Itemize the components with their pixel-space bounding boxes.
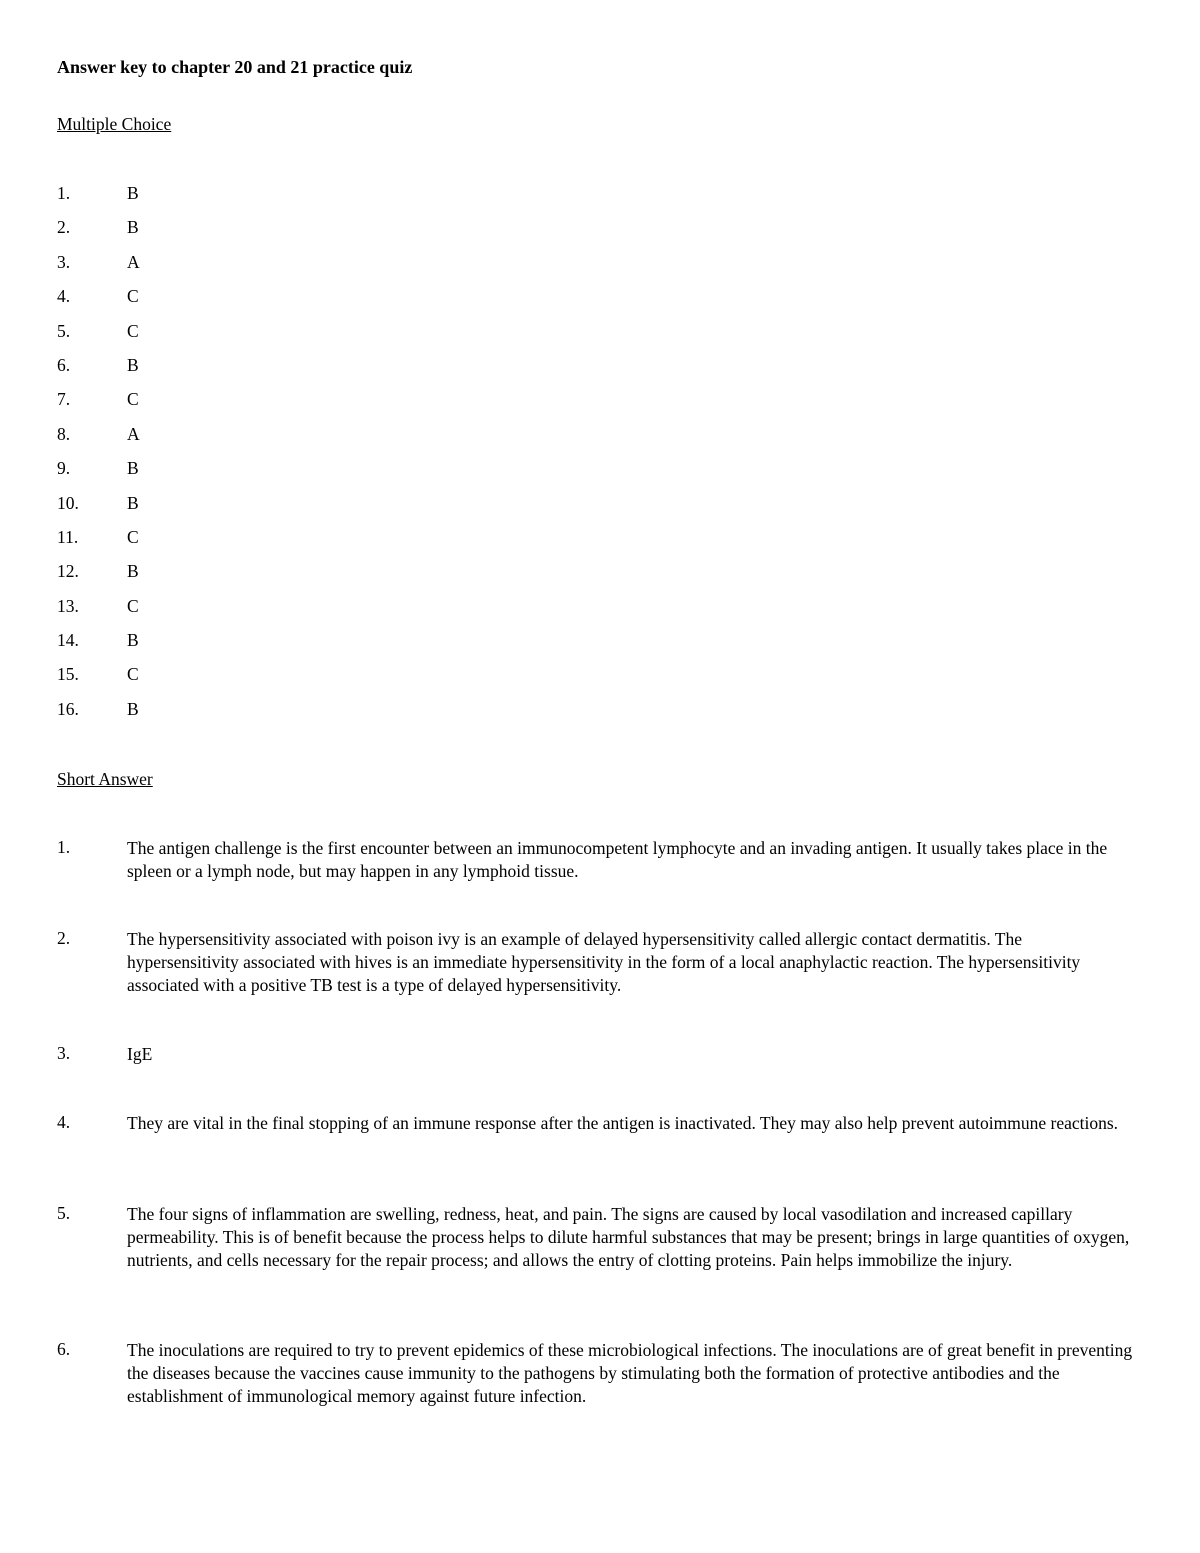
item-number: 6. xyxy=(57,1339,71,1359)
item-number: 10. xyxy=(57,492,79,513)
item-answer: B xyxy=(127,183,139,203)
multiple-choice-heading: Multiple Choice xyxy=(57,114,172,134)
item-number: 5. xyxy=(57,1203,71,1223)
item-answer: B xyxy=(127,561,139,582)
item-number: 11. xyxy=(57,526,79,547)
item-number: 13. xyxy=(57,595,79,616)
document-title: Answer key to chapter 20 and 21 practice quiz xyxy=(57,57,413,77)
item-number: 15. xyxy=(57,664,79,685)
item-number: 5. xyxy=(57,320,71,341)
item-answer-text: The antigen challenge is the first encounter between an immunocompetent lymphocyte and an invading antigen. It usually takes place in the spleen or a lymph node, but may happen in any lymphoid tissue. xyxy=(127,838,1108,882)
item-answer-text: The hypersensitivity associated with poison ivy is an example of delayed hypersensitivity called allergic contact dermatitis. The hypersensitivity associated with hives is an immediate hypersensitivity in the form of a local anaphylactic reaction. The hypersensitivity associated with a positive TB test is a type of delayed hypersensitivity. xyxy=(127,929,1081,996)
item-number: 16. xyxy=(57,698,79,719)
item-number: 3. xyxy=(57,251,71,272)
item-answer-text: IgE xyxy=(127,1044,153,1064)
item-number: 2. xyxy=(57,928,71,948)
item-answer: A xyxy=(127,251,140,272)
item-answer: B xyxy=(127,354,139,375)
item-answer: A xyxy=(127,423,140,444)
item-number: 4. xyxy=(57,1112,71,1132)
item-answer: B xyxy=(127,630,139,651)
item-number: 9. xyxy=(57,458,71,479)
item-answer: B xyxy=(127,698,139,719)
item-answer-text: They are vital in the final stopping of an immune response after the antigen is inactivated. They may also help prevent autoimmune reactions. xyxy=(127,1113,1119,1133)
item-number: 8. xyxy=(57,423,71,444)
item-answer-text: The four signs of inflammation are swelling, redness, heat, and pain. The signs are caused by local vasodilation and increased capillary permeability. This is of benefit because the process helps to dilute harmful substances that may be present; brings in large quantities of oxygen, nutrients, and cells necessary for the repair process; and allows the entry of clotting proteins. Pain helps immobilize the injury. xyxy=(127,1204,1130,1271)
item-answer: C xyxy=(127,286,139,307)
item-number: 4. xyxy=(57,286,71,307)
short-answer-heading: Short Answer xyxy=(57,769,153,789)
item-number: 6. xyxy=(57,354,71,375)
item-answer: C xyxy=(127,526,139,547)
item-number: 7. xyxy=(57,389,71,410)
item-answer: B xyxy=(127,458,139,479)
item-number: 3. xyxy=(57,1043,71,1063)
item-answer: C xyxy=(127,595,139,616)
item-number: 2. xyxy=(57,217,71,238)
item-number: 14. xyxy=(57,630,79,651)
item-number: 1. xyxy=(57,183,71,203)
item-number: 1. xyxy=(57,837,71,857)
item-number: 12. xyxy=(57,561,79,582)
item-answer: B xyxy=(127,492,139,513)
item-answer: B xyxy=(127,217,139,238)
item-answer: C xyxy=(127,320,139,341)
item-answer: C xyxy=(127,664,139,685)
item-answer-text: The inoculations are required to try to prevent epidemics of these microbiological infections. The inoculations are of great benefit in preventing the diseases because the vaccines cause immunity to the pathogens by stimulating both the formation of protective antibodies and the establishment of immunological memory against future infection. xyxy=(127,1340,1133,1407)
item-answer: C xyxy=(127,389,139,410)
